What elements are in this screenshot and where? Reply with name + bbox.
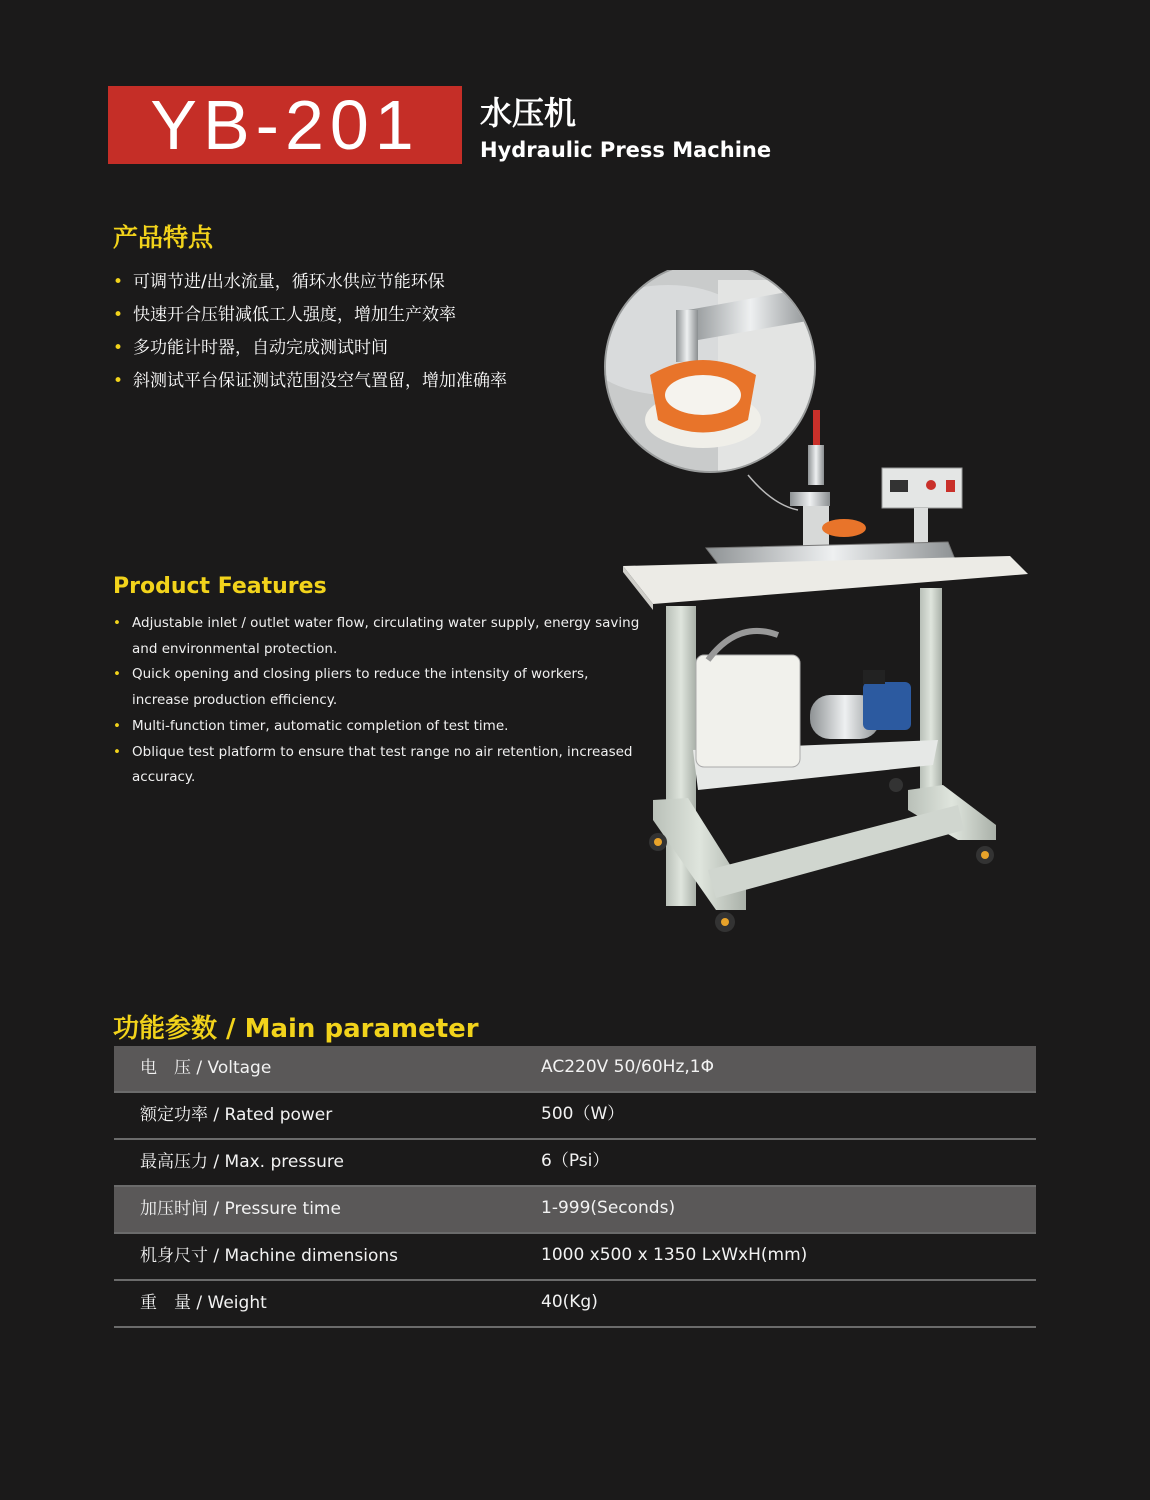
table-row — [114, 1234, 1036, 1281]
table-row — [114, 1046, 1036, 1093]
list-item: • 斜测试平台保证测试范围没空气置留，增加准确率 — [113, 367, 507, 400]
bullet-icon: • — [113, 338, 124, 358]
bullet-icon: • — [113, 272, 124, 292]
list-item: • Quick opening and closing pliers to reduce the intensity of workers, increase production efficiency. — [113, 662, 643, 713]
list-item: • Oblique test platform to ensure that test range no air retention, increased accuracy. — [113, 740, 643, 791]
machine-illustration — [598, 270, 1038, 950]
param-value: 6（Psi） — [541, 1151, 610, 1171]
features-list-en — [113, 611, 643, 791]
param-label: 额定功率 / Rated power — [140, 1105, 333, 1125]
table-row — [114, 1140, 1036, 1187]
model-badge: YB-201 — [108, 86, 462, 164]
parameters-table — [114, 1046, 1036, 1328]
list-item: • 多功能计时器，自动完成测试时间 — [113, 334, 507, 367]
table-row — [114, 1093, 1036, 1140]
param-value: 1000 x500 x 1350 LxWxH(mm) — [541, 1245, 808, 1265]
table-row — [114, 1281, 1036, 1328]
list-item: • Adjustable inlet / outlet water flow, circulating water supply, energy saving and environmental protection. — [113, 611, 643, 662]
page-title-en: Hydraulic Press Machine — [480, 138, 772, 162]
param-value: 1-999(Seconds) — [541, 1198, 676, 1218]
bullet-icon: • — [113, 666, 121, 683]
features-heading-en: Product Features — [113, 574, 327, 599]
param-label: 机身尺寸 / Machine dimensions — [140, 1246, 399, 1266]
list-item: • 快速开合压钳减低工人强度，增加生产效率 — [113, 301, 507, 334]
bullet-icon: • — [113, 717, 121, 734]
parameters-heading: 功能参数 / Main parameter — [113, 1014, 479, 1044]
list-item: • 可调节进/出水流量，循环水供应节能环保 — [113, 268, 507, 301]
water-tank — [696, 655, 800, 767]
features-list-cn — [113, 268, 507, 400]
param-value: AC220V 50/60Hz,1Φ — [541, 1057, 714, 1077]
list-item: • Multi-function timer, automatic completion of test time. — [113, 714, 643, 740]
param-label: 加压时间 / Pressure time — [140, 1199, 341, 1219]
param-label: 重 量 / Weight — [140, 1293, 267, 1313]
table-row — [114, 1187, 1036, 1234]
page-title-cn: 水压机 — [480, 94, 577, 132]
features-heading-cn: 产品特点 — [113, 223, 214, 252]
param-value: 500（W） — [541, 1104, 625, 1124]
bullet-icon: • — [113, 371, 124, 391]
bullet-icon: • — [113, 743, 121, 760]
param-value: 40(Kg) — [541, 1292, 598, 1312]
param-label: 电 压 / Voltage — [140, 1058, 272, 1078]
param-label: 最高压力 / Max. pressure — [140, 1152, 344, 1172]
bullet-icon: • — [113, 615, 121, 631]
bullet-icon: • — [113, 305, 124, 325]
